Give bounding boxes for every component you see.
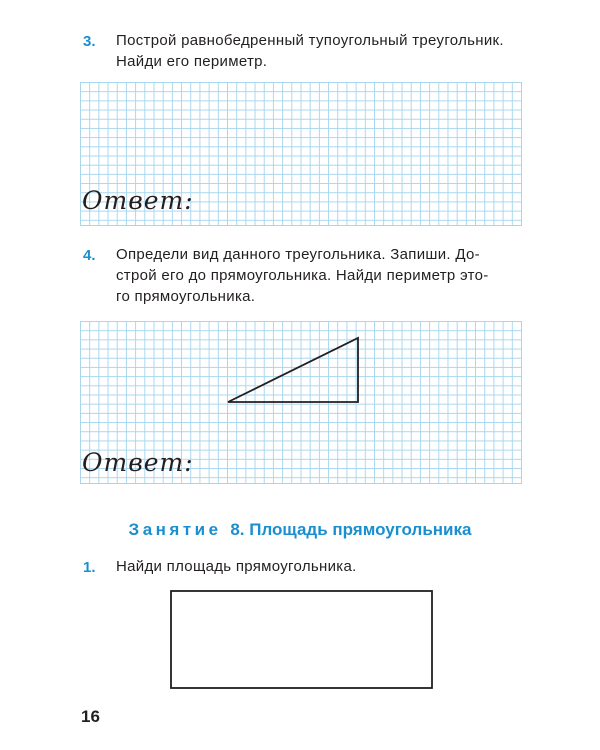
task-4-line-1: Определи вид данного треугольника. Запиши. До- [116, 246, 480, 263]
right-triangle [228, 338, 358, 402]
task-3-number: 3. [83, 33, 96, 50]
task-1-number: 1. [83, 559, 96, 576]
task-4-line-3: го прямоугольника. [116, 288, 256, 305]
task-4-number: 4. [83, 247, 96, 264]
rectangle-figure [168, 588, 438, 692]
task-4-answer-label: Ответ: [82, 448, 194, 477]
task-3-answer-label: Ответ: [82, 186, 194, 215]
lesson-word: Занятие [128, 520, 222, 539]
rectangle [171, 591, 432, 688]
lesson-number: 8. [230, 520, 245, 539]
task-1-text: Найди площадь прямоугольника. [116, 558, 357, 575]
task-3-line-2: Найди его периметр. [116, 53, 268, 70]
lesson-title: Площадь прямоугольника [249, 520, 472, 539]
task-3-line-1: Построй равнобедренный тупоугольный треугольник. [116, 32, 504, 49]
lesson-heading [0, 520, 600, 540]
page-number: 16 [81, 707, 100, 726]
task-4-line-2: строй его до прямоугольника. Найди периметр это- [116, 267, 489, 284]
